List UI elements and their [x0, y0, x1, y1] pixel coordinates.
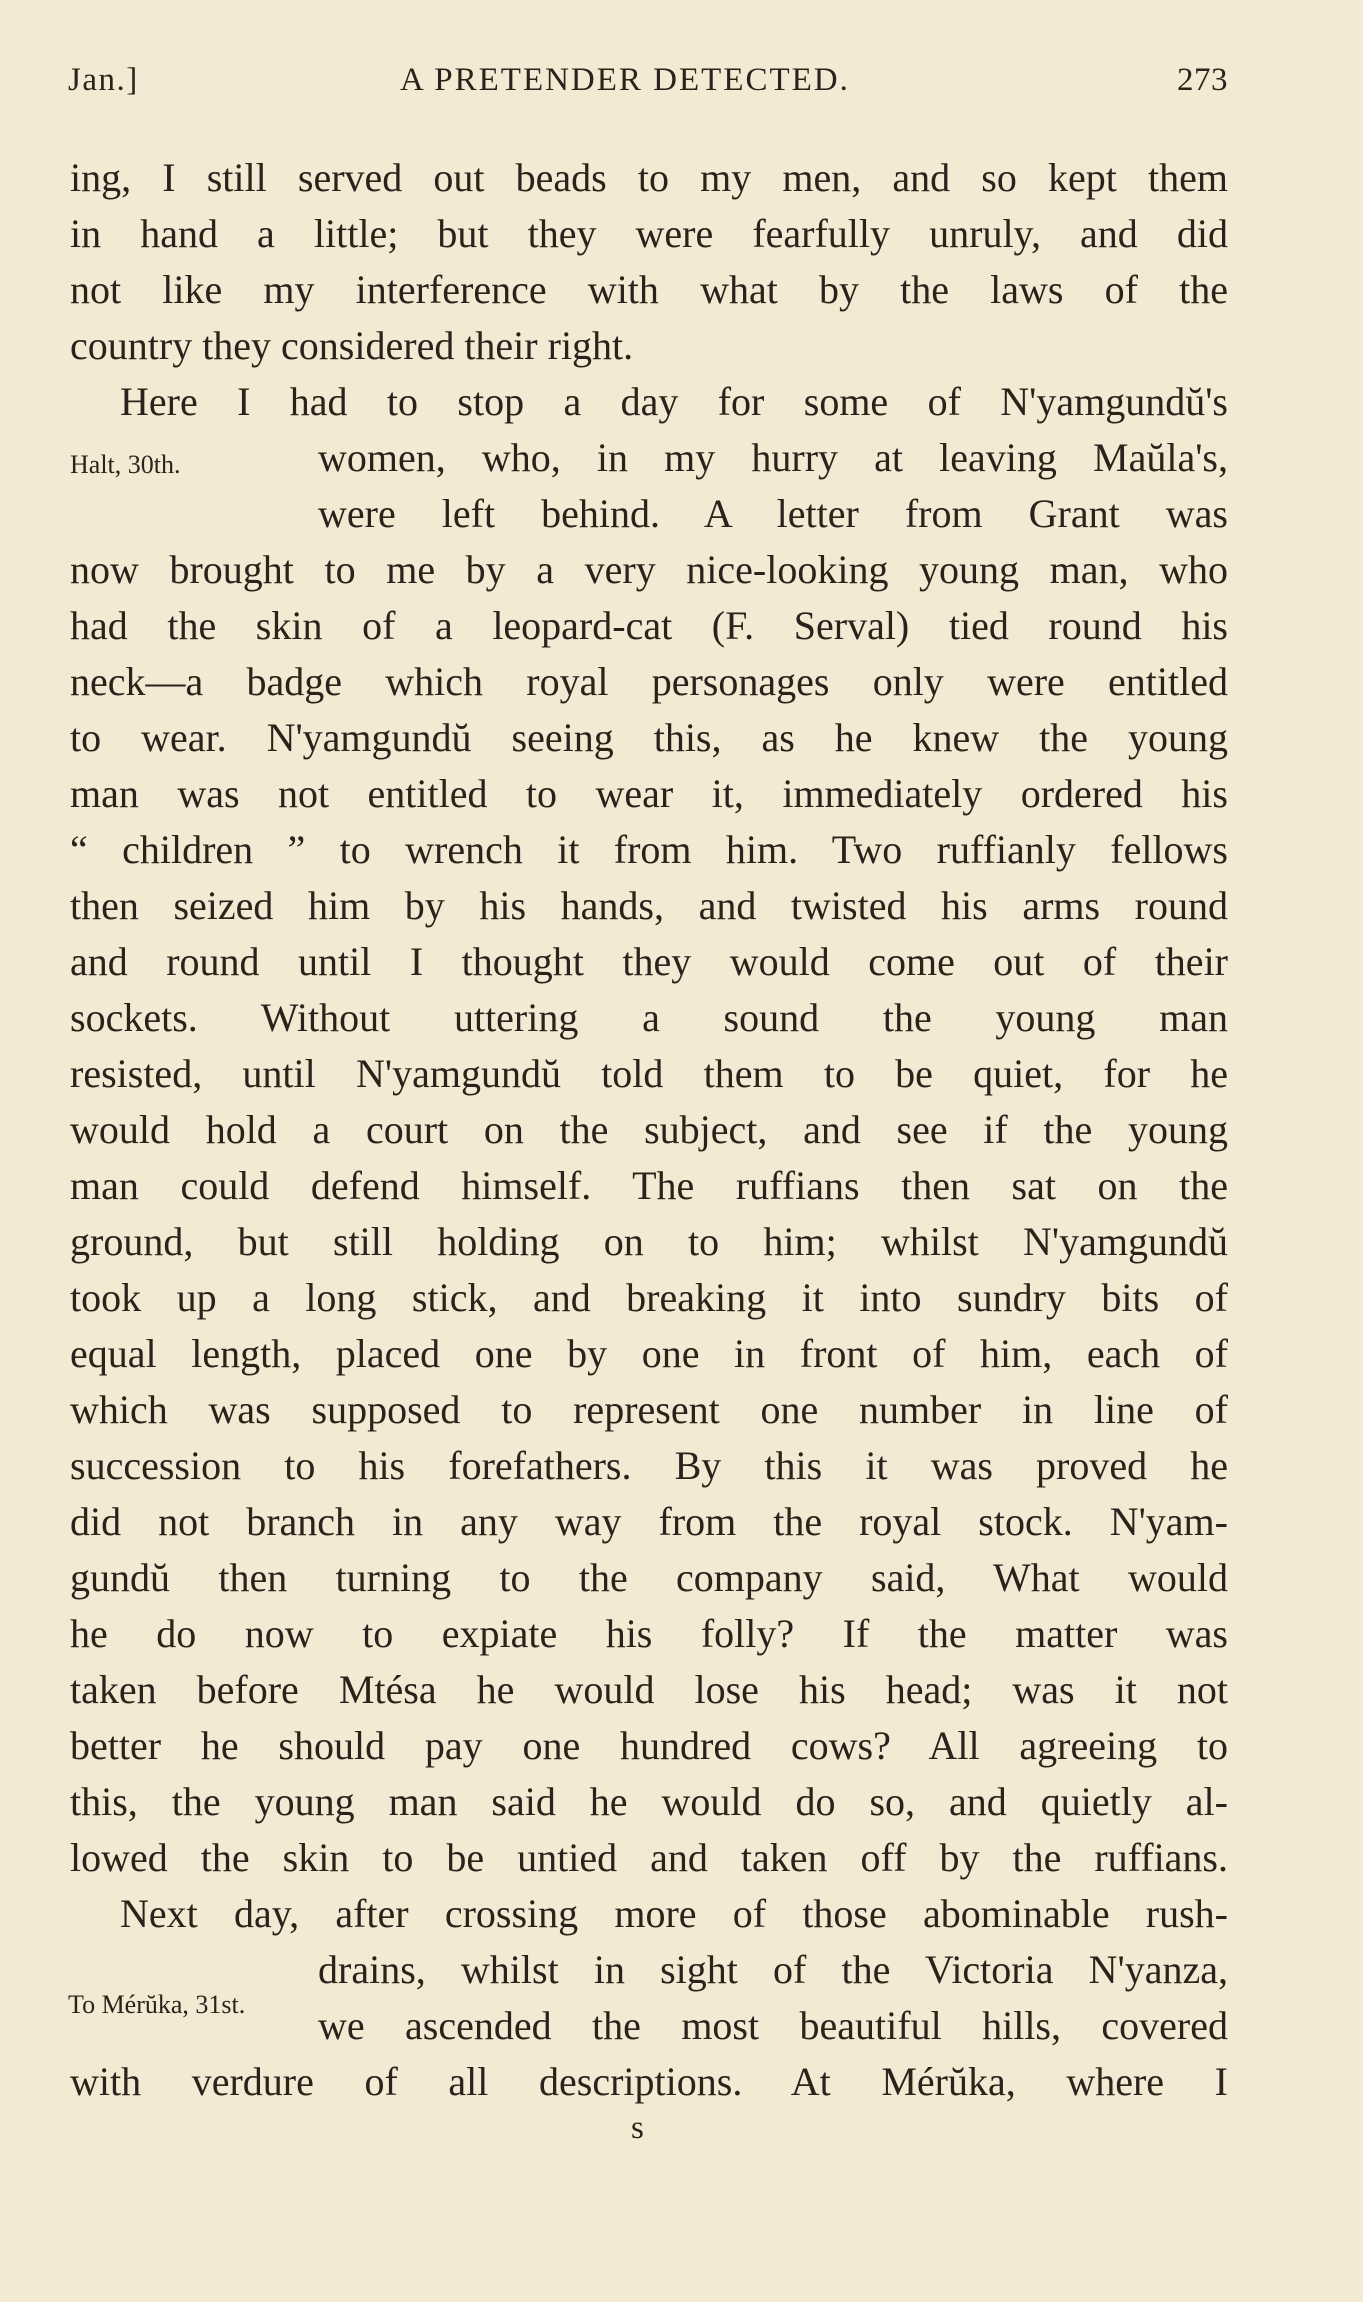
- margin-note-halt: Halt, 30th.: [70, 450, 181, 479]
- running-head: [68, 62, 1228, 106]
- text-line: not like my interference with what by the laws of the: [70, 267, 1228, 312]
- text-line: did not branch in any way from the royal stock. N'yam-: [70, 1499, 1228, 1544]
- text-line: better he should pay one hundred cows? All agreeing to: [70, 1723, 1228, 1768]
- running-head-title: A PRETENDER DETECTED.: [400, 62, 850, 98]
- text-line: in hand a little; but they were fearfully unruly, and did: [70, 211, 1228, 256]
- running-head-month: Jan.]: [68, 62, 139, 98]
- text-line: then seized him by his hands, and twisted his arms round: [70, 883, 1228, 928]
- text-line: sockets. Without uttering a sound the young man: [70, 995, 1228, 1040]
- text-line: had the skin of a leopard-cat (F. Serval) tied round his: [70, 603, 1228, 648]
- text-line: Here I had to stop a day for some of N'yamgundŭ's: [120, 379, 1228, 424]
- text-line: we ascended the most beautiful hills, covered: [318, 2003, 1228, 2048]
- text-line: ing, I still served out beads to my men, and so kept them: [70, 155, 1228, 200]
- text-line: man was not entitled to wear it, immediately ordered his: [70, 771, 1228, 816]
- page-number: 273: [1177, 62, 1228, 98]
- margin-note-meruka: To Mérŭka, 31st.: [68, 1990, 246, 2019]
- text-line: lowed the skin to be untied and taken off by the ruffians.: [70, 1835, 1228, 1880]
- text-line: would hold a court on the subject, and see if the young: [70, 1107, 1228, 1152]
- text-line: country they considered their right.: [70, 323, 634, 368]
- text-line: Next day, after crossing more of those abominable rush-: [120, 1891, 1228, 1936]
- signature-mark: s: [631, 2110, 644, 2146]
- text-line: and round until I thought they would come out of their: [70, 939, 1228, 984]
- text-line: taken before Mtésa he would lose his head; was it not: [70, 1667, 1228, 1712]
- text-line: succession to his forefathers. By this it was proved he: [70, 1443, 1228, 1488]
- text-line: gundŭ then turning to the company said, What would: [70, 1555, 1228, 1600]
- text-line: now brought to me by a very nice-looking young man, who: [70, 547, 1228, 592]
- text-line: were left behind. A letter from Grant was: [318, 491, 1228, 536]
- text-line: equal length, placed one by one in front of him, each of: [70, 1331, 1228, 1376]
- text-line: which was supposed to represent one number in line of: [70, 1387, 1228, 1432]
- text-line: women, who, in my hurry at leaving Maŭla's,: [318, 435, 1228, 480]
- text-line: neck—a badge which royal personages only were entitled: [70, 659, 1228, 704]
- text-line: resisted, until N'yamgundŭ told them to be quiet, for he: [70, 1051, 1228, 1096]
- text-line: he do now to expiate his folly? If the matter was: [70, 1611, 1228, 1656]
- text-line: “ children ” to wrench it from him. Two ruffianly fellows: [70, 827, 1228, 872]
- text-line: man could defend himself. The ruffians then sat on the: [70, 1163, 1228, 1208]
- text-line: took up a long stick, and breaking it into sundry bits of: [70, 1275, 1228, 1320]
- text-line: this, the young man said he would do so, and quietly al-: [70, 1779, 1228, 1824]
- text-line: drains, whilst in sight of the Victoria N'yanza,: [318, 1947, 1228, 1992]
- text-line: ground, but still holding on to him; whilst N'yamgundŭ: [70, 1219, 1228, 1264]
- text-line: to wear. N'yamgundŭ seeing this, as he knew the young: [70, 715, 1228, 760]
- text-line: with verdure of all descriptions. At Mérŭka, where I: [70, 2059, 1228, 2104]
